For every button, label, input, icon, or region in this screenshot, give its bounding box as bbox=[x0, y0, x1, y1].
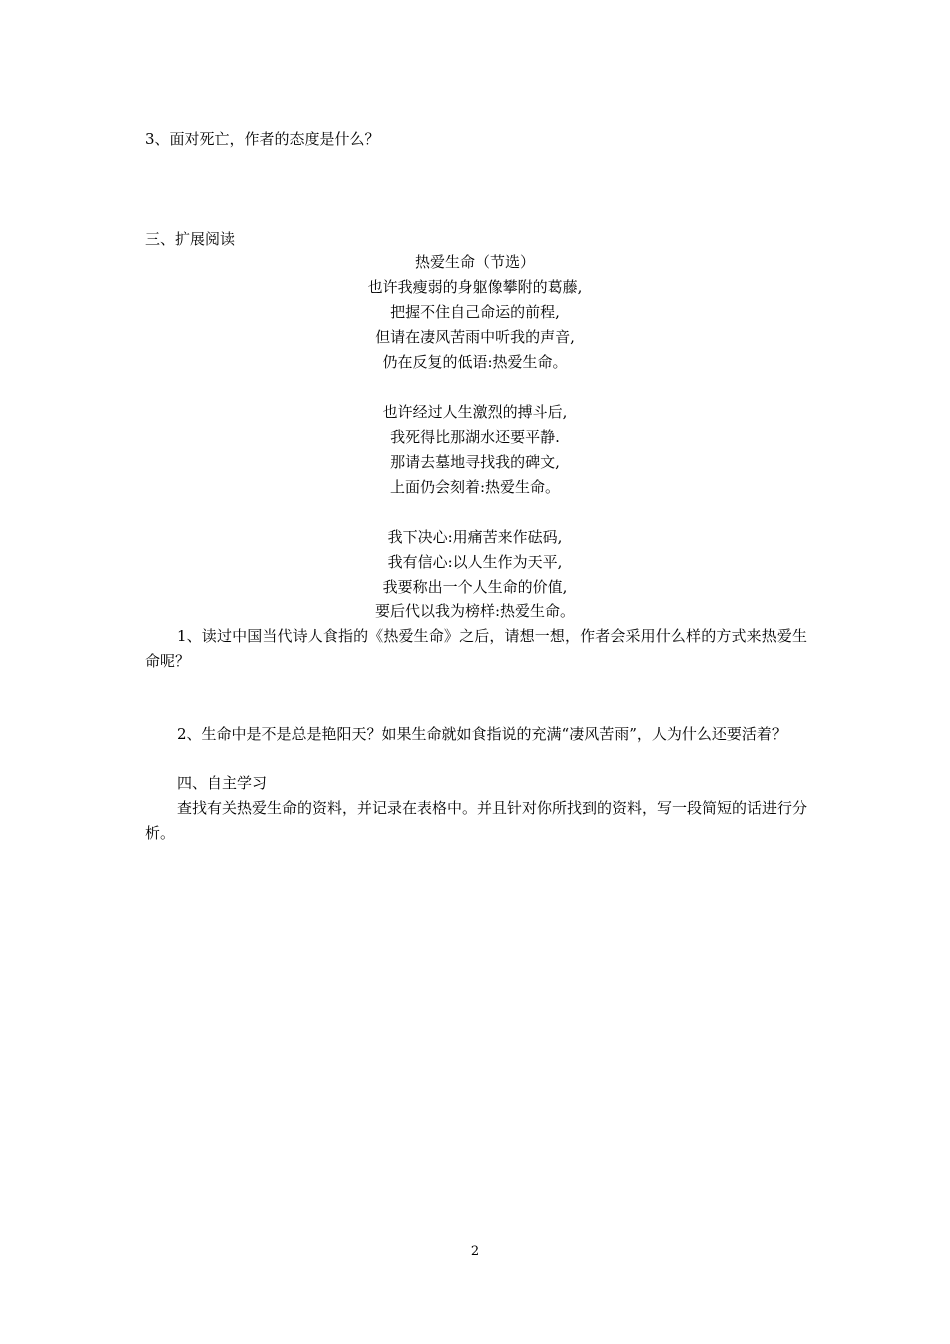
poem-title: 热爱生命（节选） bbox=[414, 253, 535, 271]
page-number: 2 bbox=[470, 1244, 480, 1259]
section-4-text: 查找有关热爱生命的资料，并记录在表格中。并且针对你所找到的资料，写一段简短的话进行分析。 bbox=[145, 799, 808, 842]
poem-line: 也许我瘦弱的身躯像攀附的葛藤, bbox=[367, 278, 583, 296]
poem-line: 但请在凄风苦雨中听我的声音, bbox=[375, 328, 575, 346]
reading-question-2: 2、生命中是不是总是艳阳天？如果生命就如食指说的充满“凄风苦雨”，人为什么还要活着？ bbox=[177, 725, 787, 743]
question-3: 3、面对死亡，作者的态度是什么？ bbox=[145, 130, 380, 148]
poem-line: 我下决心:用痛苦来作砝码, bbox=[387, 528, 563, 546]
poem-line: 要后代以我为榜样:热爱生命。 bbox=[374, 602, 576, 620]
poem-line: 上面仍会刻着:热爱生命。 bbox=[389, 478, 561, 496]
poem-line: 我要称出一个人生命的价值, bbox=[382, 578, 568, 596]
poem-line: 我有信心:以人生作为天平, bbox=[387, 553, 563, 571]
poem-line: 那请去墓地寻找我的碑文, bbox=[390, 453, 560, 471]
reading-question-1: 1、读过中国当代诗人食指的《热爱生命》之后，请想一想，作者会采用什么样的方式来热爱生命呢？ bbox=[145, 627, 807, 670]
section-3-title: 三、扩展阅读 bbox=[145, 230, 236, 248]
poem-line: 仍在反复的低语:热爱生命。 bbox=[382, 353, 568, 371]
poem-line: 也许经过人生激烈的搏斗后, bbox=[382, 403, 568, 421]
section-4-title: 四、自主学习 bbox=[177, 774, 268, 792]
poem-line: 我死得比那湖水还要平静. bbox=[390, 428, 560, 446]
poem-line: 把握不住自己命运的前程, bbox=[390, 303, 560, 321]
